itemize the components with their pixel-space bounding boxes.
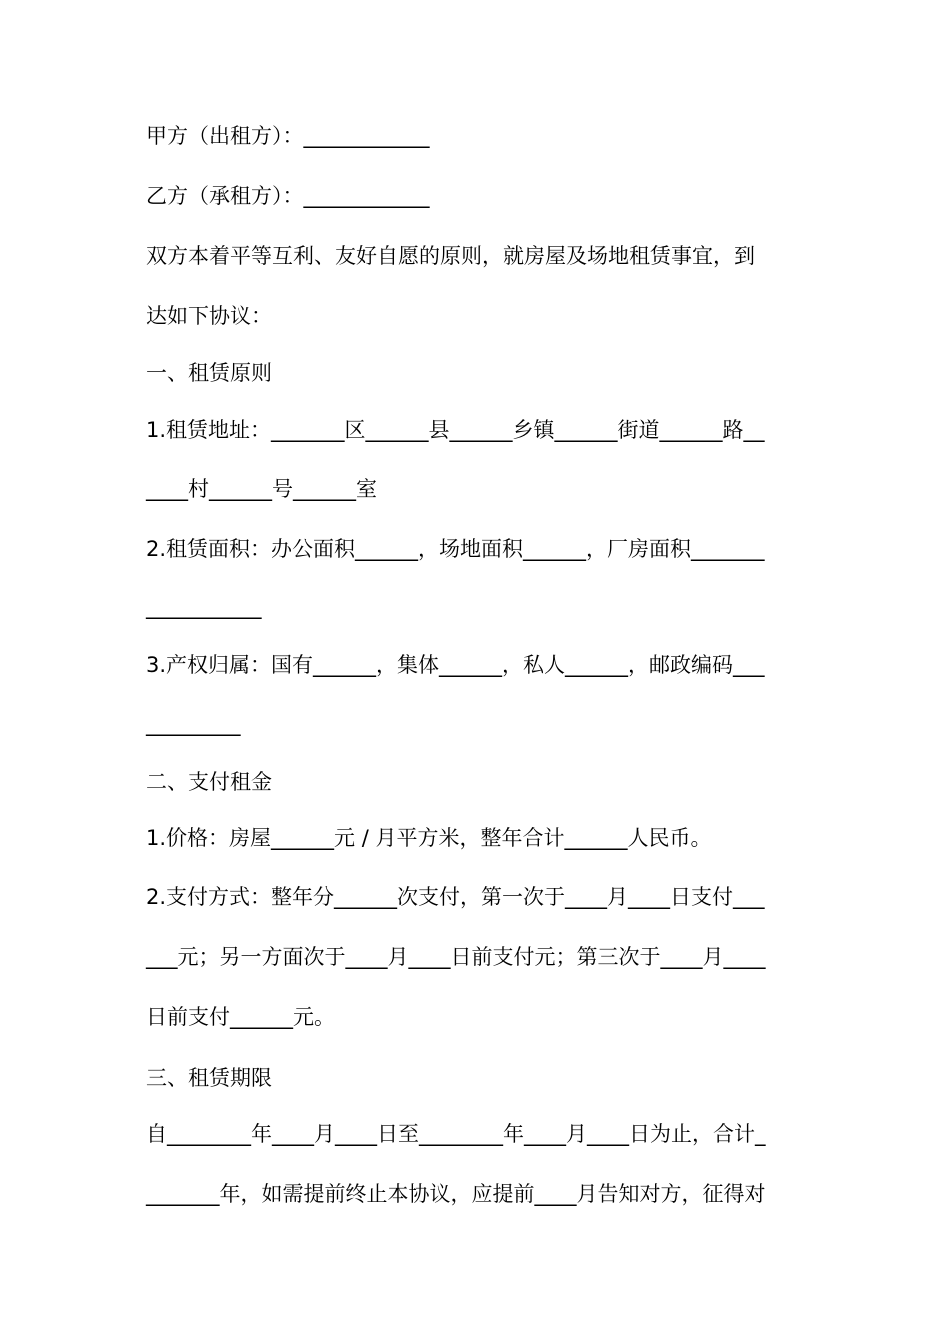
clause-ownership-line-1: 3.产权归属：国有______，集体______，私人______，邮政编码___ xyxy=(146,653,765,677)
party-b-line: 乙方（承租方）：____________ xyxy=(146,184,430,208)
preamble-line-1: 双方本着平等互利、友好自愿的原则，就房屋及场地租赁事宜，到 xyxy=(146,244,755,268)
section-heading-3: 三、租赁期限 xyxy=(146,1066,272,1090)
clause-ownership-line-2: _________ xyxy=(146,712,241,736)
clause-payment-line-3: 日前支付______元。 xyxy=(146,1005,335,1029)
clause-term-line-1: 自________年____月____日至________年____月____日为止，合计_ xyxy=(146,1122,766,1146)
section-heading-2: 二、支付租金 xyxy=(146,770,272,794)
clause-area-line-1: 2.租赁面积：办公面积______，场地面积______，厂房面积_______ xyxy=(146,537,765,561)
clause-address-line-2: ____村______号______室 xyxy=(146,477,377,501)
party-a-line: 甲方（出租方）：____________ xyxy=(146,124,430,148)
clause-price-line: 1.价格：房屋______元 / 月平方米，整年合计______人民币。 xyxy=(146,826,712,850)
clause-term-line-2: _______年，如需提前终止本协议，应提前____月告知对方，征得对 xyxy=(146,1182,766,1206)
preamble-line-2: 达如下协议： xyxy=(146,304,272,328)
clause-payment-line-2: ___元；另一方面次于____月____日前支付元；第三次于____月____ xyxy=(146,945,766,969)
section-heading-1: 一、租赁原则 xyxy=(146,361,272,385)
clause-area-line-2: ___________ xyxy=(146,595,262,619)
clause-address-line-1: 1.租赁地址：_______区______县______乡镇______街道______路__ xyxy=(146,418,765,442)
clause-payment-line-1: 2.支付方式：整年分______次支付，第一次于____月____日支付___ xyxy=(146,885,765,909)
